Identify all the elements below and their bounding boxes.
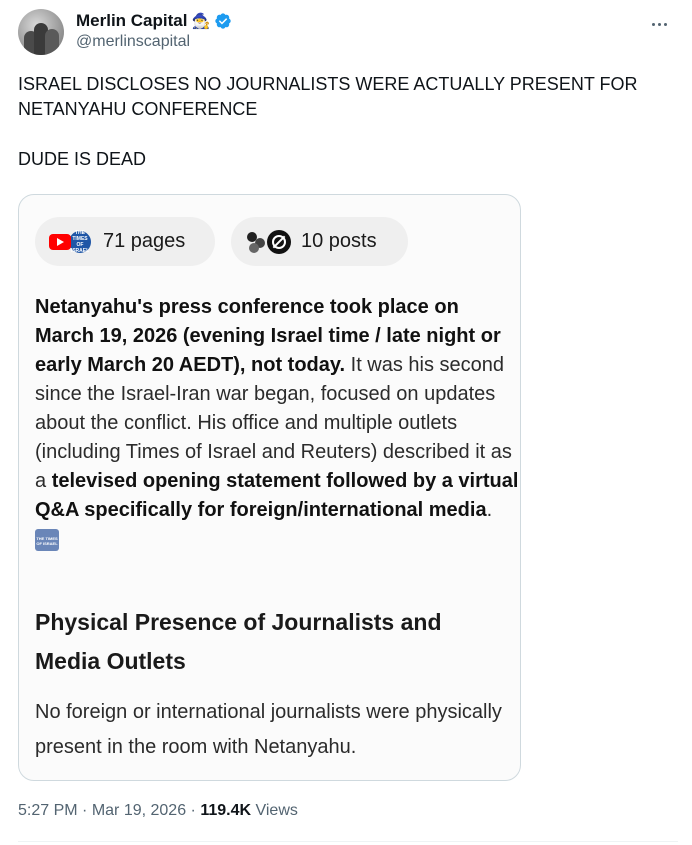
avatar-figure [45, 29, 59, 55]
tweet-header [18, 9, 678, 57]
verified-badge-icon[interactable] [214, 12, 232, 30]
body-text: It was his second since the Israel-Iran war began, focused on updates about the conflict. His office and multiple outlets (including Times of Israel and Reuters) described it as a [35, 354, 512, 492]
times-of-israel-source-icon: THE TIMES OF ISRAEL [35, 529, 59, 551]
card-body-text [35, 293, 519, 554]
tweet-text-line: ISRAEL DISCLOSES NO JOURNALISTS WERE ACTUALLY PRESENT FOR NETANYAHU CONFERENCE [18, 74, 638, 119]
body-bold-text: televised opening statement followed by a virtual Q&A specifically for foreign/international media [35, 470, 519, 521]
tweet-text [18, 72, 678, 172]
display-name[interactable]: Merlin Capital [76, 11, 188, 30]
tweet-date[interactable]: Mar 19, 2026 [91, 802, 187, 819]
divider [18, 841, 678, 842]
body-text: . [486, 499, 493, 521]
views-label: Views [251, 802, 298, 819]
posts-count-label: 10 posts [301, 230, 377, 252]
body-bold-text: Netanyahu's press conference took place on March 19, 2026 (evening Israel time / late night or early March 20 AEDT), not today. [35, 296, 501, 376]
post-avatars-icon [245, 230, 269, 254]
meta-separator: · [77, 802, 92, 819]
card-note-text: No foreign or international journalists were physically present in the room with Netanyahu. [35, 701, 502, 758]
grok-icon [267, 230, 291, 254]
meta-separator: · [186, 802, 201, 819]
more-options-icon[interactable] [648, 13, 670, 35]
sources-chip [35, 217, 215, 266]
posts-chip [231, 217, 408, 266]
author-names [76, 10, 232, 51]
avatar[interactable] [18, 9, 64, 55]
times-of-israel-icon: THE TIMES OF ISRAEL [67, 229, 93, 255]
author-handle[interactable]: @merlinscapital [76, 33, 191, 50]
display-name-row [76, 10, 232, 32]
tweet-time[interactable]: 5:27 PM [18, 802, 78, 819]
attached-image[interactable] [18, 194, 521, 781]
card-heading: Physical Presence of Journalists and Media Outlets [35, 609, 442, 674]
youtube-icon [49, 234, 71, 250]
pages-count-label: 71 pages [103, 230, 186, 252]
tweet-meta [18, 802, 298, 820]
wizard-emoji-icon: 🧙‍♂️ [191, 12, 211, 30]
tweet-text-line: DUDE IS DEAD [18, 149, 147, 169]
views-count: 119.4K [200, 802, 252, 819]
